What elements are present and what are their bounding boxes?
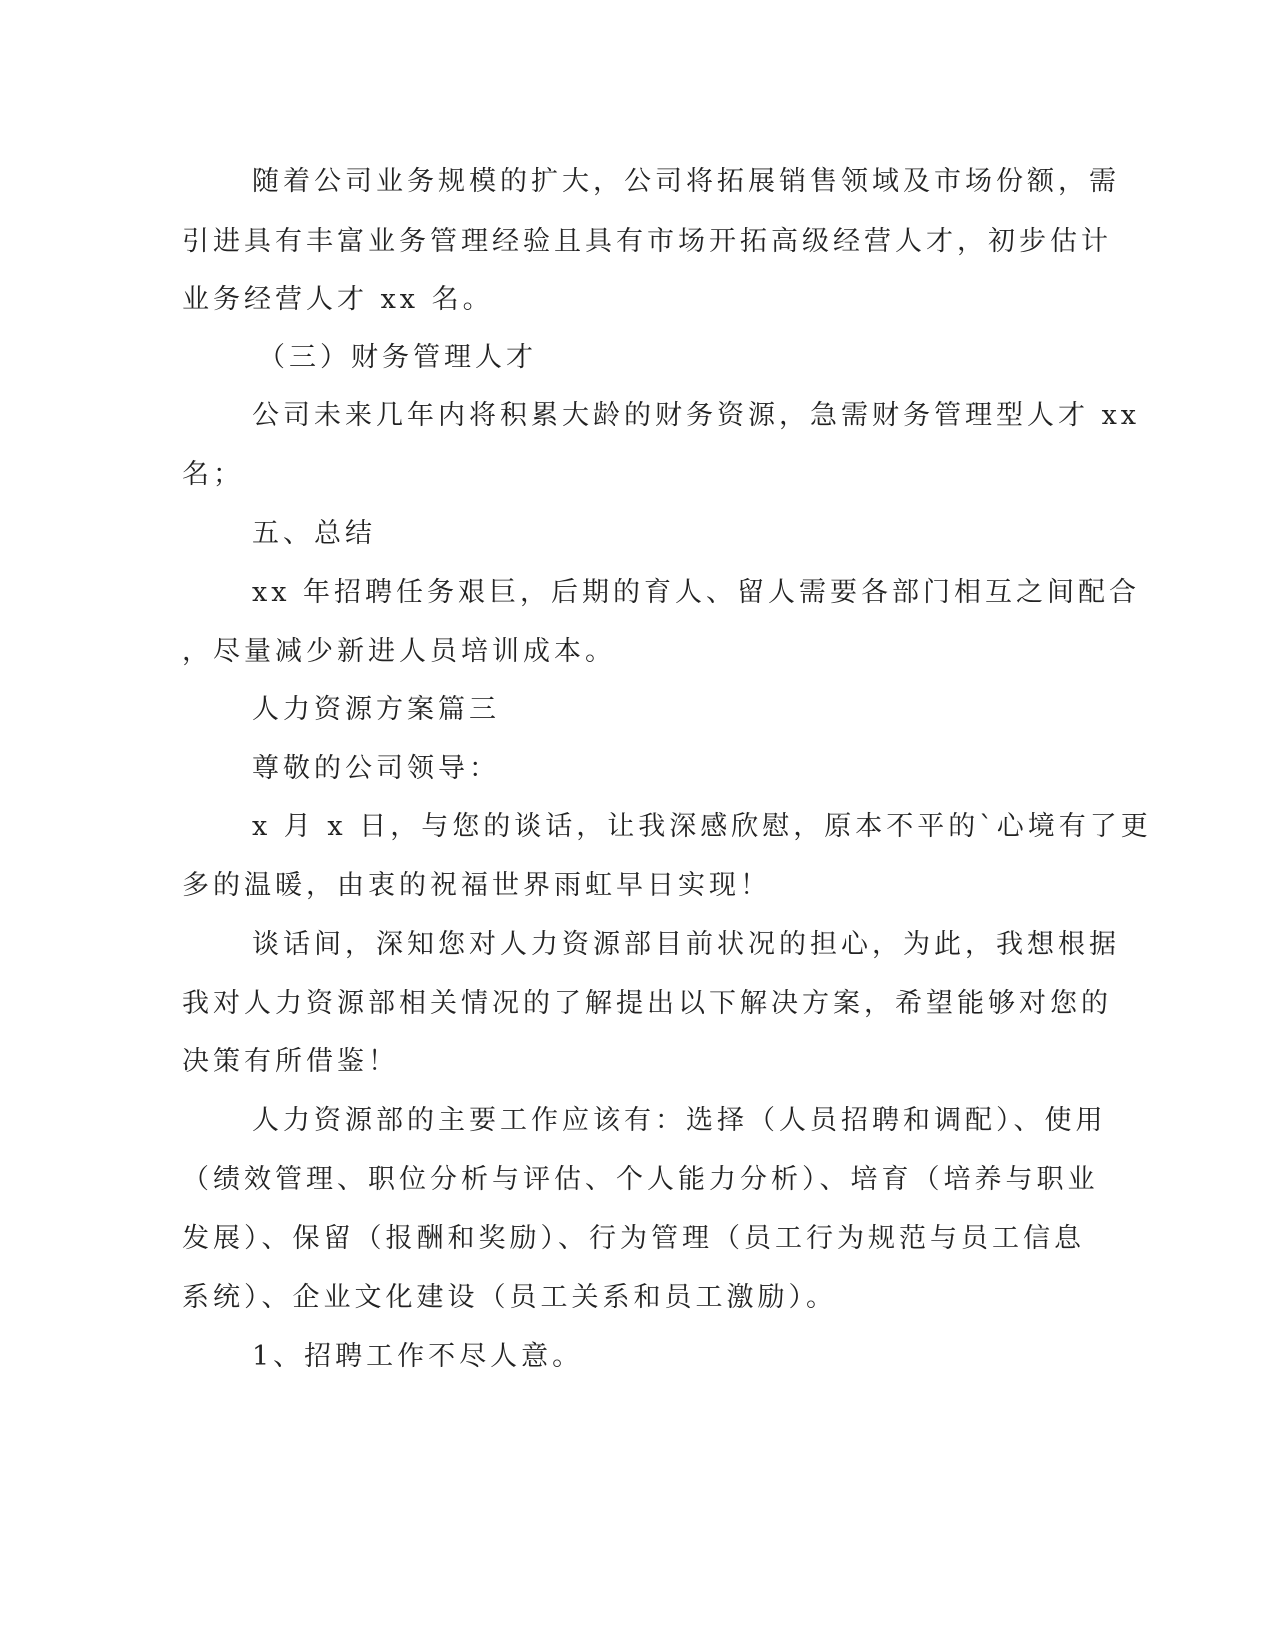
section-heading: （三）财务管理人才 [258,342,537,373]
salutation: 尊敬的公司领导： [252,753,500,784]
body-text-line: 我对人力资源部相关情况的了解提出以下解决方案，希望能够对您的 [182,988,1112,1019]
body-text-line: 公司未来几年内将积累大龄的财务资源，急需财务管理型人才 xx [252,400,1141,431]
article-title: 人力资源方案篇三 [252,694,500,725]
body-text-line: ，尽量减少新进人员培训成本。 [182,636,616,667]
body-text-line: 名； [182,459,244,490]
body-text-line: （绩效管理、职位分析与评估、个人能力分析）、培育（培养与职业 [182,1164,1099,1195]
body-text-line: 人力资源部的主要工作应该有：选择（人员招聘和调配）、使用 [252,1105,1107,1136]
body-text-line: 谈话间，深知您对人力资源部目前状况的担心，为此，我想根据 [252,929,1120,960]
section-heading: 五、总结 [252,518,376,549]
body-text-line: x 月 x 日，与您的谈话，让我深感欣慰，原本不平的`心境有了更 [252,811,1152,842]
list-item: 1、招聘工作不尽人意。 [252,1341,584,1372]
body-text-line: 多的温暖，由衷的祝福世界雨虹早日实现！ [182,870,771,901]
body-text-line: 系统）、企业文化建设（员工关系和员工激励）。 [182,1282,837,1313]
body-text-line: xx 年招聘任务艰巨，后期的育人、留人需要各部门相互之间配合 [252,577,1141,608]
body-text-line: 引进具有丰富业务管理经验且具有市场开拓高级经营人才，初步估计 [182,226,1112,257]
body-text-line: 业务经营人才 xx 名。 [182,284,494,315]
body-text-line: 决策有所借鉴！ [182,1046,399,1077]
body-text-line: 随着公司业务规模的扩大，公司将拓展销售领域及市场份额，需 [252,166,1120,197]
body-text-line: 发展）、保留（报酬和奖励）、行为管理（员工行为规范与员工信息 [182,1223,1085,1254]
